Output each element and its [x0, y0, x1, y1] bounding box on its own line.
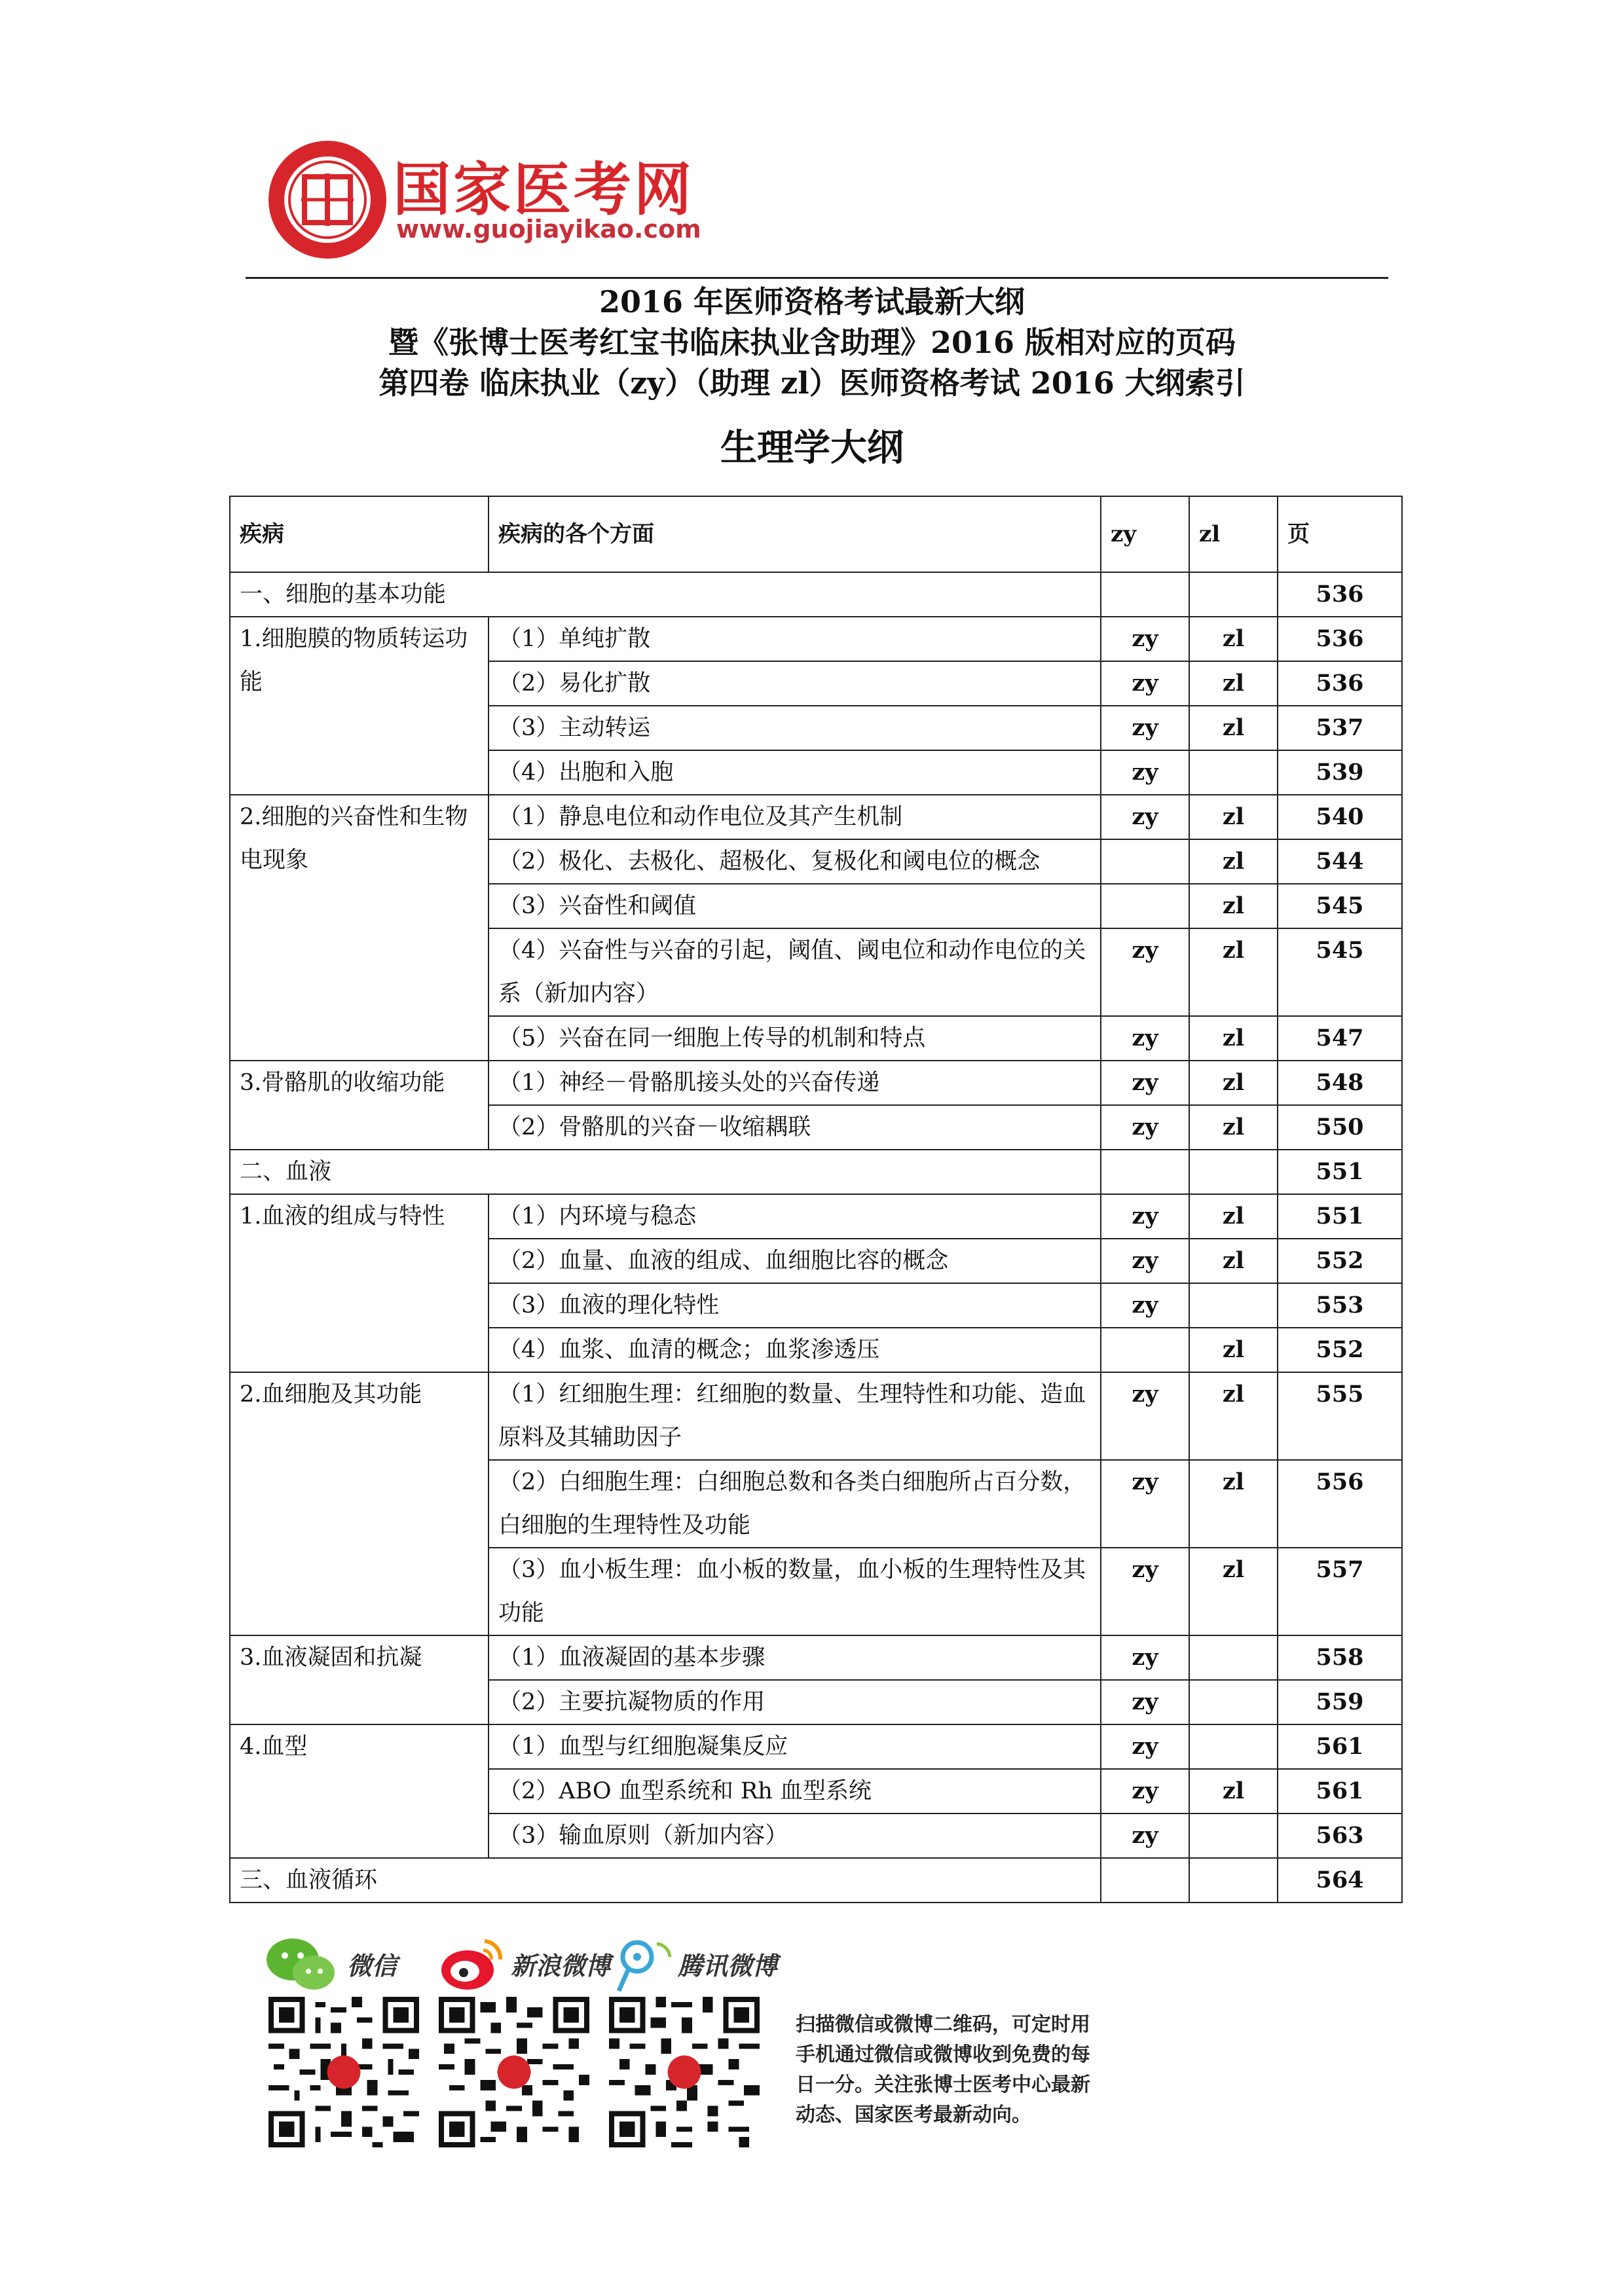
- aspect-cell: （1）内环境与稳态: [489, 1194, 1101, 1239]
- zl-cell: [1189, 1635, 1278, 1680]
- zy-cell: zy: [1101, 1194, 1189, 1239]
- zl-cell: zl: [1189, 1061, 1278, 1105]
- sina-weibo-label: 新浪微博: [511, 1952, 611, 1980]
- page-number: 557: [1278, 1548, 1402, 1635]
- aspect-cell: （3）血液的理化特性: [489, 1283, 1101, 1328]
- aspect-cell: （1）静息电位和动作电位及其产生机制: [489, 795, 1101, 839]
- page-number: 536: [1278, 572, 1402, 617]
- aspect-cell: （2）ABO 血型系统和 Rh 血型系统: [489, 1769, 1101, 1813]
- wechat-label: 微信: [347, 1952, 397, 1980]
- table-row: [230, 1724, 1402, 1769]
- page-number: 551: [1278, 1150, 1402, 1194]
- syllabus-table: [229, 496, 1403, 1903]
- title-line-1: 2016 年医师资格考试最新大纲: [599, 284, 1025, 319]
- zl-cell: zl: [1189, 839, 1278, 884]
- page-number: 536: [1278, 661, 1402, 706]
- logo-url[interactable]: www.guojiayikao.com: [396, 215, 701, 244]
- page-number: 536: [1278, 617, 1402, 661]
- page-number: 555: [1278, 1372, 1402, 1460]
- zl-cell: zl: [1189, 1460, 1278, 1548]
- page-number: 561: [1278, 1724, 1402, 1769]
- page-number: 563: [1278, 1813, 1402, 1858]
- header-aspect: 疾病的各个方面: [489, 496, 1101, 572]
- zl-cell: [1189, 1283, 1278, 1328]
- page-number: 550: [1278, 1105, 1402, 1150]
- zy-cell: zy: [1101, 1813, 1189, 1858]
- qr-notice-line-4: 动态、国家医考最新动向。: [796, 2104, 1031, 2126]
- aspect-cell: （3）输血原则（新加内容）: [489, 1813, 1101, 1858]
- footer: [265, 1931, 1392, 2147]
- aspect-cell: （2）骨骼肌的兴奋－收缩耦联: [489, 1105, 1101, 1150]
- zy-cell: zy: [1101, 1635, 1189, 1680]
- header-disease: 疾病: [230, 496, 489, 572]
- header-zl: zl: [1189, 496, 1278, 572]
- zl-cell: zl: [1189, 1016, 1278, 1061]
- topic-cell: 3.血液凝固和抗凝: [230, 1635, 489, 1724]
- aspect-cell: （3）兴奋性和阈值: [489, 884, 1101, 928]
- zy-cell: zy: [1101, 1283, 1189, 1328]
- page-number: 537: [1278, 706, 1402, 750]
- zy-cell: zy: [1101, 1105, 1189, 1150]
- zl-cell: zl: [1189, 1328, 1278, 1372]
- zy-cell: zy: [1101, 1372, 1189, 1460]
- zl-cell: zl: [1189, 1769, 1278, 1813]
- zy-cell: zy: [1101, 795, 1189, 839]
- zl-cell: zl: [1189, 928, 1278, 1016]
- site-logo: [265, 131, 776, 262]
- aspect-cell: （2）主要抗凝物质的作用: [489, 1680, 1101, 1724]
- table-header-row: [230, 496, 1402, 572]
- zl-cell: zl: [1189, 706, 1278, 750]
- wechat-qr-code[interactable]: [268, 1997, 419, 2147]
- zy-cell: zy: [1101, 617, 1189, 661]
- page-number: 561: [1278, 1769, 1402, 1813]
- sina-weibo-qr-code[interactable]: [439, 1997, 589, 2147]
- zy-cell: zy: [1101, 1460, 1189, 1548]
- table-row: [230, 1061, 1402, 1105]
- zy-cell: zy: [1101, 750, 1189, 795]
- topic-cell: 4.血型: [230, 1724, 489, 1858]
- header-page: 页: [1278, 496, 1402, 572]
- page-number: 544: [1278, 839, 1402, 884]
- tencent-weibo-icon: [612, 1935, 674, 1994]
- zy-cell: [1101, 884, 1189, 928]
- page-number: 552: [1278, 1328, 1402, 1372]
- qr-notice-line-2: 手机通过微信或微博收到免费的每: [796, 2043, 1090, 2066]
- page-number: 559: [1278, 1680, 1402, 1724]
- title-line-2: 暨《张博士医考红宝书临床执业含助理》2016 版相对应的页码: [388, 325, 1236, 360]
- logo-name: 国家医考网: [393, 156, 695, 223]
- table-row: [230, 1372, 1402, 1460]
- zl-cell: [1189, 750, 1278, 795]
- aspect-cell: （1）神经－骨骼肌接头处的兴奋传递: [489, 1061, 1101, 1105]
- zy-cell: zy: [1101, 1769, 1189, 1813]
- zy-cell: zy: [1101, 1548, 1189, 1635]
- zl-cell: zl: [1189, 1105, 1278, 1150]
- topic-cell: 1.血液的组成与特性: [230, 1194, 489, 1372]
- aspect-cell: （2）血量、血液的组成、血细胞比容的概念: [489, 1239, 1101, 1283]
- aspect-cell: （5）兴奋在同一细胞上传导的机制和特点: [489, 1016, 1101, 1061]
- zy-cell: zy: [1101, 706, 1189, 750]
- topic-cell: 1.细胞膜的物质转运功能: [230, 617, 489, 795]
- zy-cell: zy: [1101, 1016, 1189, 1061]
- aspect-cell: （1）单纯扩散: [489, 617, 1101, 661]
- zl-cell: zl: [1189, 795, 1278, 839]
- zy-cell: zy: [1101, 1724, 1189, 1769]
- page-number: 548: [1278, 1061, 1402, 1105]
- zl-cell: [1189, 1680, 1278, 1724]
- section-row: [230, 572, 1402, 617]
- aspect-cell: （1）红细胞生理：红细胞的数量、生理特性和功能、造血原料及其辅助因子: [489, 1372, 1101, 1460]
- page-number: 547: [1278, 1016, 1402, 1061]
- aspect-cell: （4）出胞和入胞: [489, 750, 1101, 795]
- page-number: 539: [1278, 750, 1402, 795]
- aspect-cell: （4）兴奋性与兴奋的引起，阈值、阈电位和动作电位的关系（新加内容）: [489, 928, 1101, 1016]
- tencent-weibo-qr-code[interactable]: [609, 1997, 760, 2147]
- aspect-cell: （4）血浆、血清的概念；血浆渗透压: [489, 1328, 1101, 1372]
- qr-notice: [796, 2010, 1175, 2130]
- table-row: [230, 1635, 1402, 1680]
- zy-cell: zy: [1101, 928, 1189, 1016]
- zy-cell: zy: [1101, 661, 1189, 706]
- zl-cell: zl: [1189, 1372, 1278, 1460]
- title-line-3: 第四卷 临床执业（zy）（助理 zl）医师资格考试 2016 大纲索引: [378, 365, 1246, 401]
- page-number: 545: [1278, 884, 1402, 928]
- seal-logo-icon: [265, 137, 390, 262]
- table-row: [230, 1194, 1402, 1239]
- aspect-cell: （1）血液凝固的基本步骤: [489, 1635, 1101, 1680]
- aspect-cell: （2）易化扩散: [489, 661, 1101, 706]
- section-title: 一、细胞的基本功能: [230, 572, 1101, 617]
- header-zy: zy: [1101, 496, 1189, 572]
- zy-cell: [1101, 1328, 1189, 1372]
- aspect-cell: （3）血小板生理：血小板的数量，血小板的生理特性及其功能: [489, 1548, 1101, 1635]
- zl-cell: [1189, 1724, 1278, 1769]
- zy-cell: zy: [1101, 1061, 1189, 1105]
- qr-notice-line-3: 日一分。关注张博士医考中心最新: [796, 2073, 1090, 2096]
- table-row: [230, 795, 1402, 839]
- zl-cell: [1189, 1813, 1278, 1858]
- topic-cell: 3.骨骼肌的收缩功能: [230, 1061, 489, 1150]
- section-row: [230, 1858, 1402, 1903]
- aspect-cell: （2）白细胞生理：白细胞总数和各类白细胞所占百分数，白细胞的生理特性及功能: [489, 1460, 1101, 1548]
- page-number: 552: [1278, 1239, 1402, 1283]
- section-title: 三、血液循环: [230, 1858, 1101, 1903]
- zl-cell: zl: [1189, 661, 1278, 706]
- section-title: 二、血液: [230, 1150, 1101, 1194]
- zy-cell: [1101, 839, 1189, 884]
- zy-cell: zy: [1101, 1680, 1189, 1724]
- page-number: 553: [1278, 1283, 1402, 1328]
- topic-cell: 2.血细胞及其功能: [230, 1372, 489, 1635]
- tencent-weibo-label: 腾讯微博: [678, 1952, 778, 1980]
- sina-weibo-icon: [439, 1935, 504, 1994]
- page-number: 556: [1278, 1460, 1402, 1548]
- table-row: [230, 617, 1402, 661]
- subject-title: 生理学大纲: [720, 426, 904, 469]
- aspect-cell: （3）主动转运: [489, 706, 1101, 750]
- aspect-cell: （2）极化、去极化、超极化、复极化和阈电位的概念: [489, 839, 1101, 884]
- zl-cell: zl: [1189, 1194, 1278, 1239]
- zl-cell: zl: [1189, 617, 1278, 661]
- document-titles: [0, 282, 1624, 403]
- aspect-cell: （1）血型与红细胞凝集反应: [489, 1724, 1101, 1769]
- page-number: 540: [1278, 795, 1402, 839]
- zy-cell: zy: [1101, 1239, 1189, 1283]
- page-number: 551: [1278, 1194, 1402, 1239]
- zl-cell: zl: [1189, 884, 1278, 928]
- page-number: 545: [1278, 928, 1402, 1016]
- page-number: 558: [1278, 1635, 1402, 1680]
- zl-cell: zl: [1189, 1548, 1278, 1635]
- zl-cell: zl: [1189, 1239, 1278, 1283]
- header-divider: [246, 277, 1388, 279]
- wechat-icon: [265, 1935, 337, 1994]
- section-row: [230, 1150, 1402, 1194]
- topic-cell: 2.细胞的兴奋性和生物电现象: [230, 795, 489, 1061]
- qr-notice-line-1: 扫描微信或微博二维码，可定时用: [796, 2013, 1090, 2036]
- page-number: 564: [1278, 1858, 1402, 1903]
